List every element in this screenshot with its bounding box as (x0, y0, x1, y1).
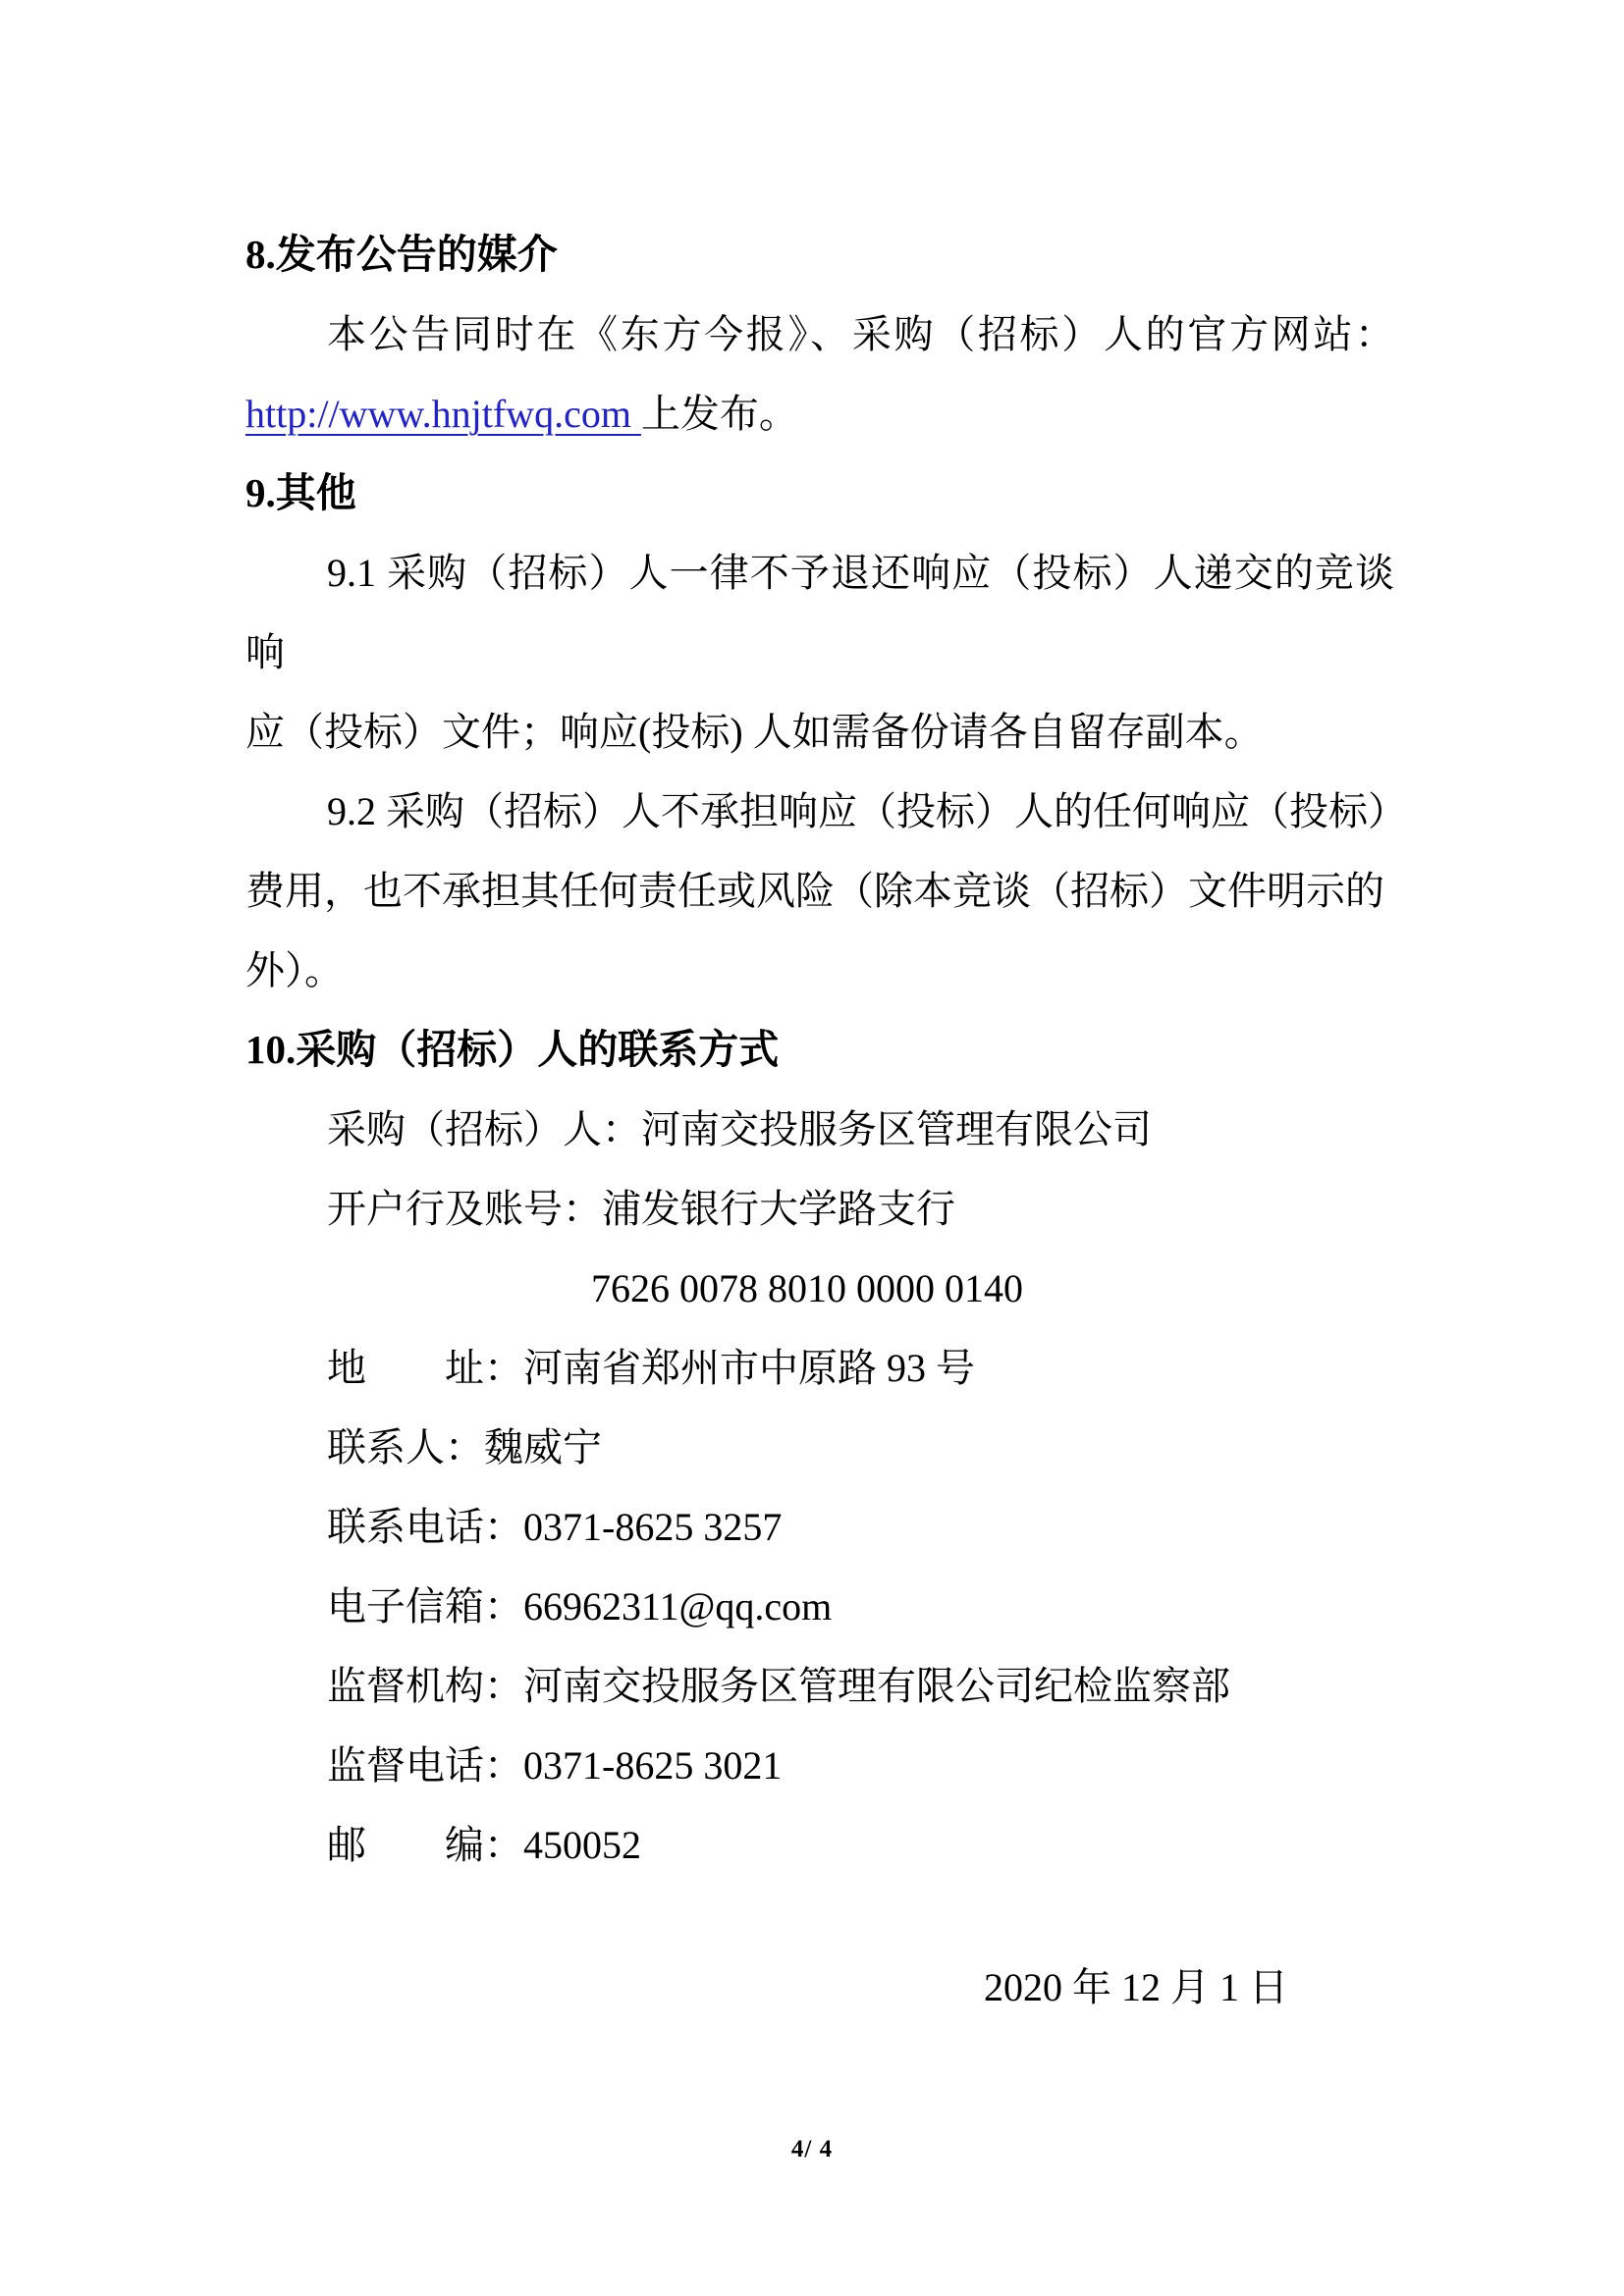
contact-line-account-number: 7626 0078 8010 0000 0140 (591, 1266, 1023, 1310)
website-link[interactable]: http://www.hnjtfwq.com (245, 392, 641, 436)
contact-line-contact-person: 联系人：魏威宁 (327, 1425, 602, 1469)
section-8-paragraph-line-1: 本公告同时在《东方今报》、采购（招标）人的官方网站： (327, 312, 1394, 356)
contact-line-bank: 开户行及账号：浦发银行大学路支行 (327, 1187, 955, 1231)
contact-line-phone: 联系电话：0371-8625 3257 (327, 1505, 783, 1549)
contact-line-email: 电子信箱：66962311@qq.com (327, 1584, 833, 1629)
signature-date: 2020 年 12 月 1 日 (984, 1965, 1288, 2009)
clause-9-2-line-1: 9.2 采购（招标）人不承担响应（投标）人的任何响应（投标） (327, 789, 1407, 833)
clause-9-2-line-2: 费用，也不承担其任何责任或风险（除本竞谈（招标）文件明示的外）。 (245, 869, 1384, 992)
section-8-paragraph-line-2 (245, 374, 1394, 454)
after-link-text: 上发布。 (640, 392, 798, 436)
section-10-heading: 10.采购（招标）人的联系方式 (245, 1027, 780, 1072)
contact-line-postal-code: 邮 编：450052 (327, 1823, 641, 1867)
section-8-heading: 8.发布公告的媒介 (245, 232, 558, 277)
section-9-heading: 9.其他 (245, 470, 356, 515)
page-number: 4/ 4 (790, 2136, 834, 2163)
contact-line-buyer: 采购（招标）人：河南交投服务区管理有限公司 (327, 1107, 1152, 1151)
clause-9-1-line-1: 9.1 采购（招标）人一律不予退还响应（投标）人递交的竞谈响 (245, 551, 1394, 674)
contact-line-address: 地 址：河南省郑州市中原路 93 号 (327, 1346, 975, 1390)
contact-line-supervision-org: 监督机构：河南交投服务区管理有限公司纪检监察部 (327, 1664, 1230, 1708)
contact-line-supervision-phone: 监督电话：0371-8625 3021 (327, 1743, 783, 1788)
document-body (245, 215, 1407, 2027)
clause-9-1-line-2: 应（投标）文件；响应(投标) 人如需备份请各自留存副本。 (245, 710, 1264, 754)
